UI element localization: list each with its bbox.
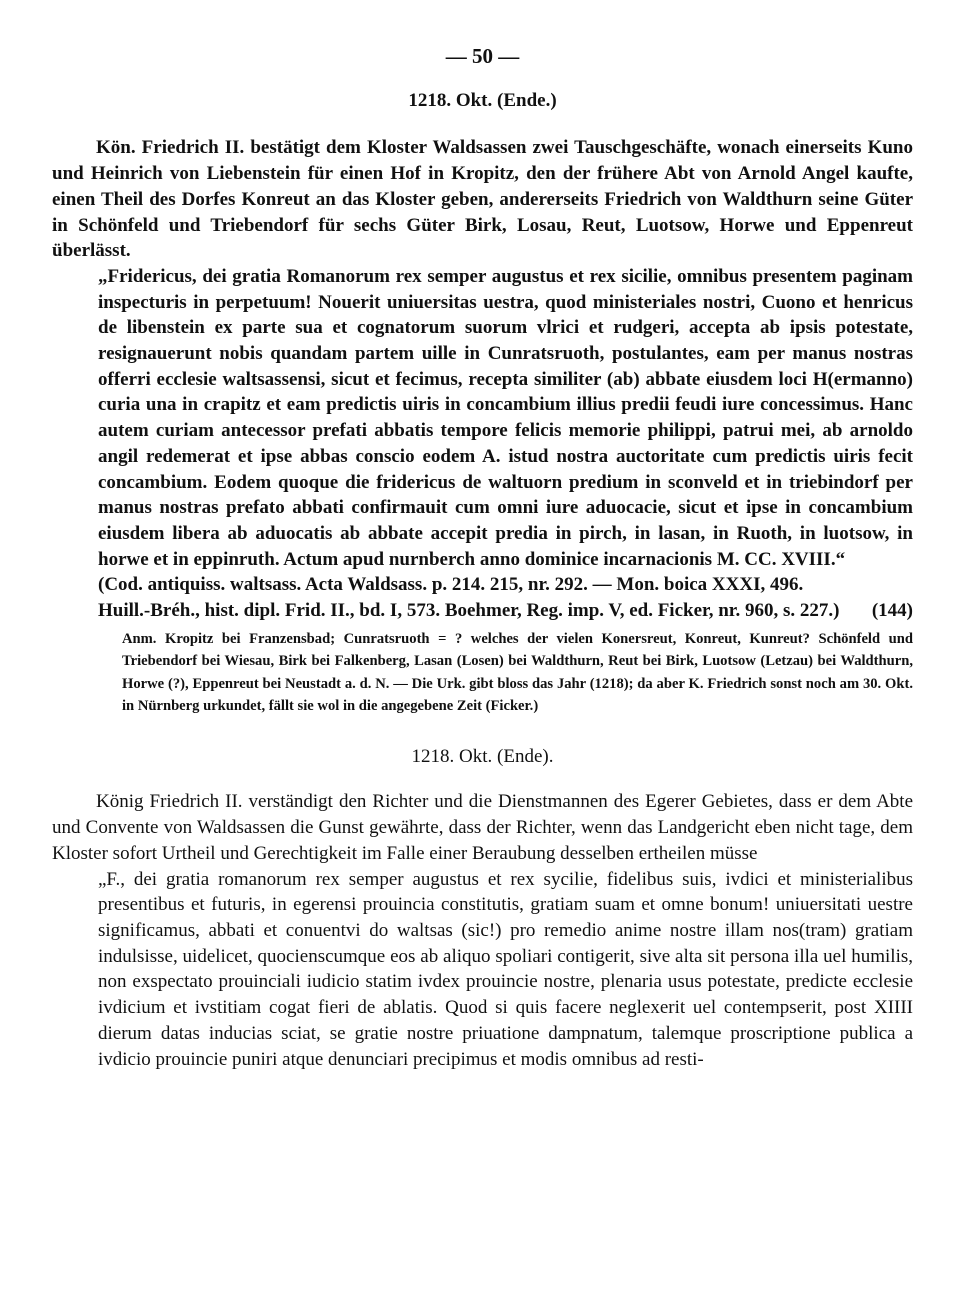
charter-text-2: „F., dei gratia romanorum rex semper augustus et rex sycilie, fidelibus suis, ivdici et ministerialibus presentibus et futuris, in egerensi prouincia constitutis, gratiam suam et omne bonum! uniuersitati uestre significamus, abbati et conuentvi do waltsas (sic!) pro remedio anime nostre illam nos(tram) gratiam indulsisse, uidelicet, quocienscumque eos ab aliquo spoliari contigerit, sive alta sit persona illa uel humilis, non exspectato prouinciali iudicio statim ivdex prouincie nostre, plenaria usus potestate, predicte ecclesie ivdicium et ivstitiam cogat fieri de ablatis. Quod si quis facere neglexerit uel contempserit, post XIIII dierum datas inducias sciat, se gratie nostre priuatione dampnatum, talemque proscriptione publica a ivdicio prouincie puniri atque denunciari precipimus et modis omnibus ad resti-: [98, 868, 913, 1070]
section-summary-2: König Friedrich II. verständigt den Richter und die Dienstmannen des Egerer Gebietes, dass er dem Abte und Convente von Waldsassen die Gunst gewährte, dass der Richter, wenn das Landgericht eben nicht tage, dem Kloster sofort Urtheil und Gerechtigkeit im Falle einer Beraubung desselben ertheilen müsse: [52, 791, 913, 864]
annotation-text: Anm. Kropitz bei Franzensbad; Cunratsruoth = ? welches der vielen Konersreut, Konreut, Kunreut? Schönfeld und Triebendorf bei Wiesau, Birk bei Falkenberg, Lasan (Losen) bei Waldthurn, Reut bei Birk, Luotsow (Letzau) bei Waldthurn, Horwe (?), Eppenreut bei Neustadt a. d. N. — Die Urk. gibt bloss das Jahr (1218); da aber K. Friedrich sonst noch am 30. Okt. in Nürnberg urkundet, fällt sie wol in die angegebene Zeit (Ficker.): [122, 630, 913, 715]
citation-text: (Cod. antiquiss. waltsass. Acta Waldsass. p. 214. 215, nr. 292. — Mon. boica XXXI, 496. Huill.-Bréh., hist. dipl. Frid. II., bd. I, 573. Boehmer, Reg. imp. V, ed. Ficker, nr. 960, s. 227.): [98, 574, 840, 622]
charter-text: „Fridericus, dei gratia Romanorum rex semper augustus et rex sicilie, omnibus presentem paginam inspecturis in perpetuum! Nouerit uniuersitas uestra, quod ministeriales nostri, Cuono et henricus de libenstein ex parte sua et cognatorum suorum vlrici et rudgeri, accepta ab ipsis potestate, resignauerunt nobis quandam partem uille in Cunratsruoth, postulantes, eam per manus nostras offerri ecclesie waltsassensi, sicut et fecimus, recepta similiter (ab) abbate eiusdem loci H(ermanno) curia una in crapitz et eam predictis uiris in concambium illius predii feudi iure concessimus. Hanc autem curiam antecessor prefati abbatis tempore felicis memorie philippi, patrui mei, ab arnoldo angil redemerat et ipse abbas conscio eodem A. istud nostra auctoritate cum predictis uiris fecit concambium. Eodem quoque die fridericus de waltuorn predium in sconveld et in triebindorf per manus nostras prefato abbati confirmauit cum omni iure aduocacie, sicut et ipse in concambium eiusdem libera ab aduocatis ab abbate accepit predia in pirch, in lasan, in Ruoth, in luotsow, in horwe et in eppinruth. Actum apud nurnberch anno dominice incarnacionis M. CC. XVIII.“: [98, 265, 913, 570]
annotation-note: [52, 628, 913, 718]
citation-block: [52, 572, 913, 623]
section-summary: Kön. Friedrich II. bestätigt dem Kloster Waldsassen zwei Tauschgeschäfte, wonach einerseits Kuno und Heinrich von Liebenstein für einen Hof in Kropitz, den der frühere Abt von Arnold Angel kaufte, einen Theil des Dorfes Konreut an das Kloster geben, andererseits Friedrich von Waldthurn seine Güter in Schönfeld und Triebendorf für sechs Güter Birk, Losau, Reut, Luotsow, Horwe und Eppenreut überlässt.: [52, 137, 913, 262]
section-heading: 1218. Okt. (Ende.): [408, 89, 557, 111]
page-number: — 50 —: [445, 44, 520, 68]
entry-number: (144): [871, 600, 913, 622]
section-heading-2: 1218. Okt. (Ende).: [411, 745, 554, 767]
